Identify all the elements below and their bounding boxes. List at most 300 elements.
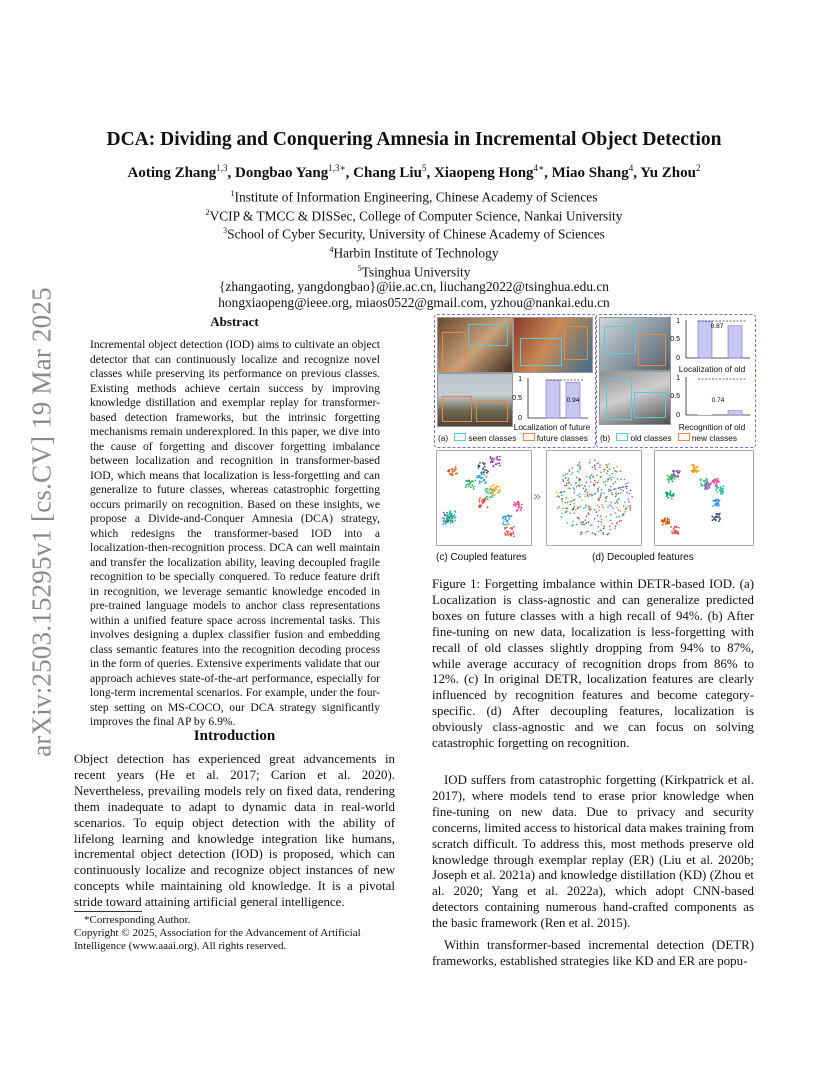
- scatter-point: [611, 506, 613, 508]
- scatter-point: [620, 492, 622, 494]
- bar: [728, 326, 742, 358]
- scatter-point: [615, 503, 617, 505]
- tsne-coupled-plot: [437, 451, 531, 545]
- scatter-point: [615, 496, 617, 498]
- scatter-point: [557, 507, 559, 509]
- scatter-point: [565, 502, 567, 504]
- scatter-point: [478, 466, 480, 468]
- scatter-point: [444, 513, 446, 515]
- scatter-point: [594, 485, 596, 487]
- scatter-point: [591, 524, 593, 526]
- scatter-point: [482, 502, 484, 504]
- scatter-point: [479, 497, 481, 499]
- scatter-point: [445, 521, 447, 523]
- scatter-point: [581, 484, 583, 486]
- scatter-point: [715, 520, 717, 522]
- chart-caption-recognition-old: Recognition of old: [678, 422, 746, 432]
- scatter-point: [465, 480, 467, 482]
- scatter-point: [708, 483, 710, 485]
- scatter-point: [572, 524, 574, 526]
- scatter-point: [600, 472, 602, 474]
- scatter-point: [567, 473, 569, 475]
- scatter-point: [579, 466, 581, 468]
- scatter-point: [697, 466, 699, 468]
- scatter-point: [670, 476, 672, 478]
- scatter-point: [520, 509, 522, 511]
- scatter-point: [597, 489, 599, 491]
- bar-label: 0.74: [711, 397, 725, 404]
- scatter-point: [465, 486, 467, 488]
- scatter-point: [608, 463, 610, 465]
- scatter-point: [487, 496, 489, 498]
- photo-office: [599, 317, 671, 371]
- scatter-point: [591, 494, 593, 496]
- figure-caption: Figure 1: Forgetting imbalance within DETR-based IOD. (a) Localization is class-agnostic and can generalize predicted boxes on future classes with a high recall of 94%. (b) After fine-tuning on new data, localization is less-forgetting with recall of old classes slightly dropping from 94% to 87%, while average accuracy of recognition drops from 86% to 12%. (c) In original DETR, localization features are clearly influenced by recognition features and become category-specific. (d) After decoupling features, localization is obviously class-agnostic and we can focus on solving catastrophic forgetting on recognition.: [432, 577, 754, 751]
- scatter-point: [631, 496, 633, 498]
- scatter-point: [590, 481, 592, 483]
- footnote-rule: [74, 911, 142, 912]
- scatter-point: [564, 491, 566, 493]
- scatter-point: [627, 482, 629, 484]
- scatter-point: [574, 499, 576, 501]
- scatter-point: [511, 527, 513, 529]
- scatter-point: [661, 521, 663, 523]
- scatter-point: [594, 533, 596, 535]
- author: Aoting Zhang$^{1,3}$: [127, 163, 228, 181]
- scatter-point: [598, 510, 600, 512]
- scatter-point: [579, 496, 581, 498]
- scatter-point: [451, 520, 453, 522]
- scatter-point: [498, 459, 500, 461]
- scatter-point: [589, 462, 591, 464]
- scatter-point: [504, 528, 506, 530]
- scatter-point: [618, 487, 620, 489]
- author: Chang Liu$^5$: [353, 163, 427, 181]
- scatter-point: [719, 513, 721, 515]
- scatter-point: [609, 525, 611, 527]
- scatter-point: [599, 506, 601, 508]
- scatter-point: [563, 480, 565, 482]
- scatter-point: [625, 483, 627, 485]
- scatter-point: [605, 481, 607, 483]
- scatter-point: [609, 504, 611, 506]
- scatter-point: [454, 469, 456, 471]
- scatter-point: [476, 476, 478, 478]
- scatter-point: [673, 495, 675, 497]
- scatter-point: [610, 486, 612, 488]
- scatter-point: [479, 499, 481, 501]
- scatter-point: [584, 519, 586, 521]
- scatter-point: [588, 522, 590, 524]
- scatter-point: [630, 509, 632, 511]
- scatter-point: [719, 505, 721, 507]
- scatter-point: [596, 474, 598, 476]
- scatter-point: [666, 521, 668, 523]
- scatter-point: [491, 459, 493, 461]
- scatter-point: [499, 456, 501, 458]
- scatter-point: [503, 521, 505, 523]
- scatter-point: [616, 522, 618, 524]
- scatter-point: [585, 504, 587, 506]
- scatter-point: [583, 507, 585, 509]
- scatter-point: [607, 506, 609, 508]
- scatter-point: [716, 480, 718, 482]
- scatter-point: [451, 469, 453, 471]
- affiliations: [74, 186, 754, 310]
- scatter-point: [595, 493, 597, 495]
- scatter-point: [603, 528, 605, 530]
- scatter-point: [692, 469, 694, 471]
- scatter-point: [512, 533, 514, 535]
- email-line: {zhangaoting, yangdongbao}@iie.ac.cn, liuchang2022@tsinghua.edu.cn: [218, 279, 610, 295]
- scatter-point: [589, 494, 591, 496]
- scatter-point: [576, 477, 578, 479]
- scatter-point: [606, 516, 608, 518]
- scatter-point: [597, 491, 599, 493]
- scatter-point: [570, 504, 572, 506]
- scatter-point: [621, 520, 623, 522]
- scatter-point: [612, 494, 614, 496]
- scatter-point: [707, 487, 709, 489]
- scatter-point: [674, 526, 676, 528]
- scatter-point: [495, 488, 497, 490]
- scatter-point: [586, 476, 588, 478]
- scatter-point: [701, 479, 703, 481]
- scatter-point: [597, 504, 599, 506]
- scatter-point: [576, 524, 578, 526]
- scatter-point: [710, 484, 712, 486]
- scatter-point: [567, 522, 569, 524]
- scatter-point: [509, 515, 511, 517]
- scatter-point: [611, 473, 613, 475]
- email-line: hongxiaopeng@ieee.org, miaos0522@gmail.com, yzhou@nankai.edu.cn: [218, 294, 610, 310]
- scatter-point: [468, 484, 470, 486]
- scatter-point: [618, 509, 620, 511]
- scatter-point: [615, 512, 617, 514]
- scatter-point: [615, 525, 617, 527]
- scatter-point: [566, 510, 568, 512]
- scatter-point: [594, 518, 596, 520]
- scatter-point: [589, 507, 591, 509]
- scatter-point: [614, 470, 616, 472]
- scatter-point: [677, 472, 679, 474]
- scatter-point: [490, 458, 492, 460]
- scatter-point: [490, 496, 492, 498]
- scatter-point: [668, 519, 670, 521]
- scatter-point: [609, 468, 611, 470]
- scatter-point: [712, 505, 714, 507]
- ytick: 0: [676, 412, 680, 419]
- scatter-point: [668, 522, 670, 524]
- scatter-point: [615, 481, 617, 483]
- scatter-point: [594, 509, 596, 511]
- scatter-point: [693, 465, 695, 467]
- future-box: [476, 400, 508, 422]
- scatter-point: [574, 506, 576, 508]
- future-box: [442, 332, 466, 370]
- scatter-point: [626, 488, 628, 490]
- author: Miao Shang$^4$: [551, 163, 634, 181]
- scatter-point: [578, 484, 580, 486]
- scatter-point: [446, 514, 448, 516]
- scatter-point: [565, 477, 567, 479]
- scatter-point: [450, 522, 452, 524]
- scatter-point: [570, 484, 572, 486]
- scatter-point: [701, 485, 703, 487]
- scatter-point: [516, 510, 518, 512]
- author-list: Aoting Zhang$^{1,3}$, Dongbao Yang$^{1,3∗}$, Chang Liu$^5$, Xiaopeng Hong$^{4∗}$, Miao Shang$^4$, Yu Zhou$^2$: [127, 163, 701, 181]
- scatter-point: [596, 511, 598, 513]
- scatter-point: [597, 526, 599, 528]
- photo-living-room: [437, 317, 513, 373]
- scatter-point: [592, 476, 594, 478]
- scatter-point: [614, 528, 616, 530]
- scatter-point: [618, 493, 620, 495]
- scatter-point: [610, 502, 612, 504]
- old-box: [634, 392, 666, 418]
- scatter-point: [479, 482, 481, 484]
- scatter-point: [671, 474, 673, 476]
- scatter-point: [667, 492, 669, 494]
- scatter-point: [559, 506, 561, 508]
- scatter-point: [673, 528, 675, 530]
- photo-sofa: [513, 317, 593, 373]
- scatter-point: [561, 513, 563, 515]
- scatter-point: [484, 469, 486, 471]
- scatter-point: [591, 509, 593, 511]
- scatter-point: [678, 527, 680, 529]
- scatter-point: [566, 483, 568, 485]
- scatter-point: [515, 503, 517, 505]
- scatter-point: [620, 489, 622, 491]
- scatter-point: [584, 491, 586, 493]
- scatter-point: [623, 505, 625, 507]
- scatter-point: [592, 466, 594, 468]
- scatter-point: [600, 494, 602, 496]
- scatter-point: [505, 519, 507, 521]
- scatter-point: [584, 485, 586, 487]
- scatter-point: [455, 520, 457, 522]
- scatter-point: [505, 524, 507, 526]
- scatter-point: [508, 523, 510, 525]
- scatter-point: [597, 462, 599, 464]
- scatter-point: [608, 533, 610, 535]
- scatter-point: [454, 514, 456, 516]
- scatter-point: [483, 480, 485, 482]
- scatter-point: [679, 470, 681, 472]
- scatter-point: [662, 524, 664, 526]
- scatter-point: [556, 492, 558, 494]
- bar-label: 0.94: [566, 397, 580, 404]
- scatter-point: [678, 533, 680, 535]
- scatter-point: [597, 499, 599, 501]
- scatter-point: [613, 483, 615, 485]
- scatter-point: [497, 456, 499, 458]
- new-box: [638, 334, 666, 366]
- scatter-point: [696, 470, 698, 472]
- scatter-point: [620, 479, 622, 481]
- scatter-point: [610, 514, 612, 516]
- scatter-point: [715, 479, 717, 481]
- scatter-point: [630, 505, 632, 507]
- scatter-point: [561, 516, 563, 518]
- corresponding-note: *Corresponding Author.: [84, 914, 191, 926]
- scatter-point: [587, 496, 589, 498]
- paragraph: IOD suffers from catastrophic forgetting (Kirkpatrick et al. 2017), where models tend to erase prior knowledge when fine-tuning on new data. Due to privacy and security concerns, limited access to historical data makes training from scratch difficult. To address this, most methods preserve old knowledge through exemplar replay (ER) (Liu et al. 2020b; Joseph et al. 2021a) and knowledge distillation (KD) (Zhou et al. 2020; Yang et al. 2022a), which adopt CNN-based detectors containing numerous hand-crafted components as the basic framework (Ren et al. 2015).: [432, 773, 754, 931]
- scatter-point: [454, 510, 456, 512]
- scatter-point: [565, 511, 567, 513]
- scatter-point: [600, 476, 602, 478]
- scatter-point: [590, 475, 592, 477]
- scatter-point: [562, 508, 564, 510]
- scatter-point: [568, 469, 570, 471]
- scatter-point: [626, 507, 628, 509]
- scatter-point: [628, 501, 630, 503]
- scatter-point: [718, 515, 720, 517]
- scatter-point: [677, 476, 679, 478]
- scatter-point: [498, 490, 500, 492]
- scatter-point: [565, 474, 567, 476]
- scatter-point: [624, 501, 626, 503]
- scatter-point: [590, 478, 592, 480]
- scatter-point: [628, 498, 630, 500]
- scatter-point: [607, 534, 609, 536]
- scatter-point: [562, 500, 564, 502]
- scatter-point: [589, 476, 591, 478]
- ytick: 0: [676, 355, 680, 362]
- legend-swatch-new: [678, 433, 690, 441]
- scatter-point: [607, 479, 609, 481]
- scatter-point: [667, 497, 669, 499]
- scatter-point: [482, 467, 484, 469]
- scatter-point: [605, 484, 607, 486]
- scatter-point: [595, 482, 597, 484]
- scatter-point: [664, 517, 666, 519]
- scatter-point: [586, 516, 588, 518]
- scatter-point: [493, 484, 495, 486]
- scatter-point: [513, 536, 515, 538]
- scatter-point: [672, 481, 674, 483]
- future-box: [564, 326, 588, 360]
- scatter-point: [485, 481, 487, 483]
- ytick: 1: [676, 318, 680, 325]
- scatter-point: [505, 534, 507, 536]
- scatter-point: [586, 482, 588, 484]
- scatter-point: [588, 486, 590, 488]
- scatter-point: [518, 507, 520, 509]
- ytick: 1: [518, 376, 522, 383]
- scatter-point: [601, 492, 603, 494]
- affiliation: $^3$School of Cyber Security, University of Chinese Academy of Sciences: [223, 226, 605, 242]
- scatter-point: [620, 511, 622, 513]
- scatter-point: [676, 531, 678, 533]
- scatter-point: [615, 493, 617, 495]
- scatter-point: [608, 489, 610, 491]
- scatter-point: [600, 529, 602, 531]
- scatter-point: [481, 500, 483, 502]
- bar: [728, 411, 742, 415]
- arxiv-sidebar: [22, 282, 62, 762]
- scatter-point: [507, 532, 509, 534]
- scatter-point: [512, 531, 514, 533]
- scatter-point: [587, 492, 589, 494]
- scatter-point: [486, 470, 488, 472]
- scatter-point: [613, 489, 615, 491]
- scatter-point: [563, 475, 565, 477]
- scatter-point: [583, 488, 585, 490]
- scatter-point: [617, 502, 619, 504]
- panel-c-label: (c) Coupled features: [436, 552, 527, 563]
- scatter-point: [630, 490, 632, 492]
- scatter-point: [705, 478, 707, 480]
- scatter-point: [577, 507, 579, 509]
- scatter-point: [607, 480, 609, 482]
- scatter-point: [580, 534, 582, 536]
- scatter-point: [579, 479, 581, 481]
- scatter-point: [579, 482, 581, 484]
- scatter-point: [616, 494, 618, 496]
- scatter-point: [579, 468, 581, 470]
- scatter-point: [449, 473, 451, 475]
- scatter-point: [717, 478, 719, 480]
- scatter-point: [711, 481, 713, 483]
- scatter-point: [480, 472, 482, 474]
- scatter-point: [572, 472, 574, 474]
- scatter-point: [722, 485, 724, 487]
- scatter-point: [616, 466, 618, 468]
- scatter-point: [571, 467, 573, 469]
- arxiv-id: arXiv:2503.15295v1 [cs.CV] 19 Mar 2025: [26, 287, 57, 757]
- scatter-point: [598, 486, 600, 488]
- scatter-point: [669, 479, 671, 481]
- scatter-point: [708, 487, 710, 489]
- scatter-point: [483, 471, 485, 473]
- scatter-point: [478, 477, 480, 479]
- scatter-point: [674, 478, 676, 480]
- scatter-point: [511, 533, 513, 535]
- scatter-point: [719, 487, 721, 489]
- scatter-point: [490, 488, 492, 490]
- scatter-point: [716, 499, 718, 501]
- scatter-point: [670, 477, 672, 479]
- scatter-point: [618, 516, 620, 518]
- scatter-point: [492, 493, 494, 495]
- scatter-point: [484, 466, 486, 468]
- scatter-point: [567, 480, 569, 482]
- scatter-point: [480, 481, 482, 483]
- scatter-point: [606, 466, 608, 468]
- scatter-point: [589, 459, 591, 461]
- scatter-point: [692, 471, 694, 473]
- legend-swatch-seen: [454, 433, 466, 441]
- scatter-point: [577, 495, 579, 497]
- scatter-point: [505, 516, 507, 518]
- scatter-point: [612, 476, 614, 478]
- scatter-point: [595, 468, 597, 470]
- scatter-point: [585, 532, 587, 534]
- seen-box: [520, 338, 562, 366]
- scatter-point: [510, 527, 512, 529]
- scatter-point: [597, 482, 599, 484]
- scatter-point: [616, 471, 618, 473]
- scatter-point: [443, 512, 445, 514]
- scatter-point: [578, 464, 580, 466]
- scatter-point: [451, 517, 453, 519]
- scatter-point: [665, 523, 667, 525]
- scatter-point: [674, 530, 676, 532]
- scatter-point: [601, 524, 603, 526]
- chart-localization-old: [670, 314, 754, 364]
